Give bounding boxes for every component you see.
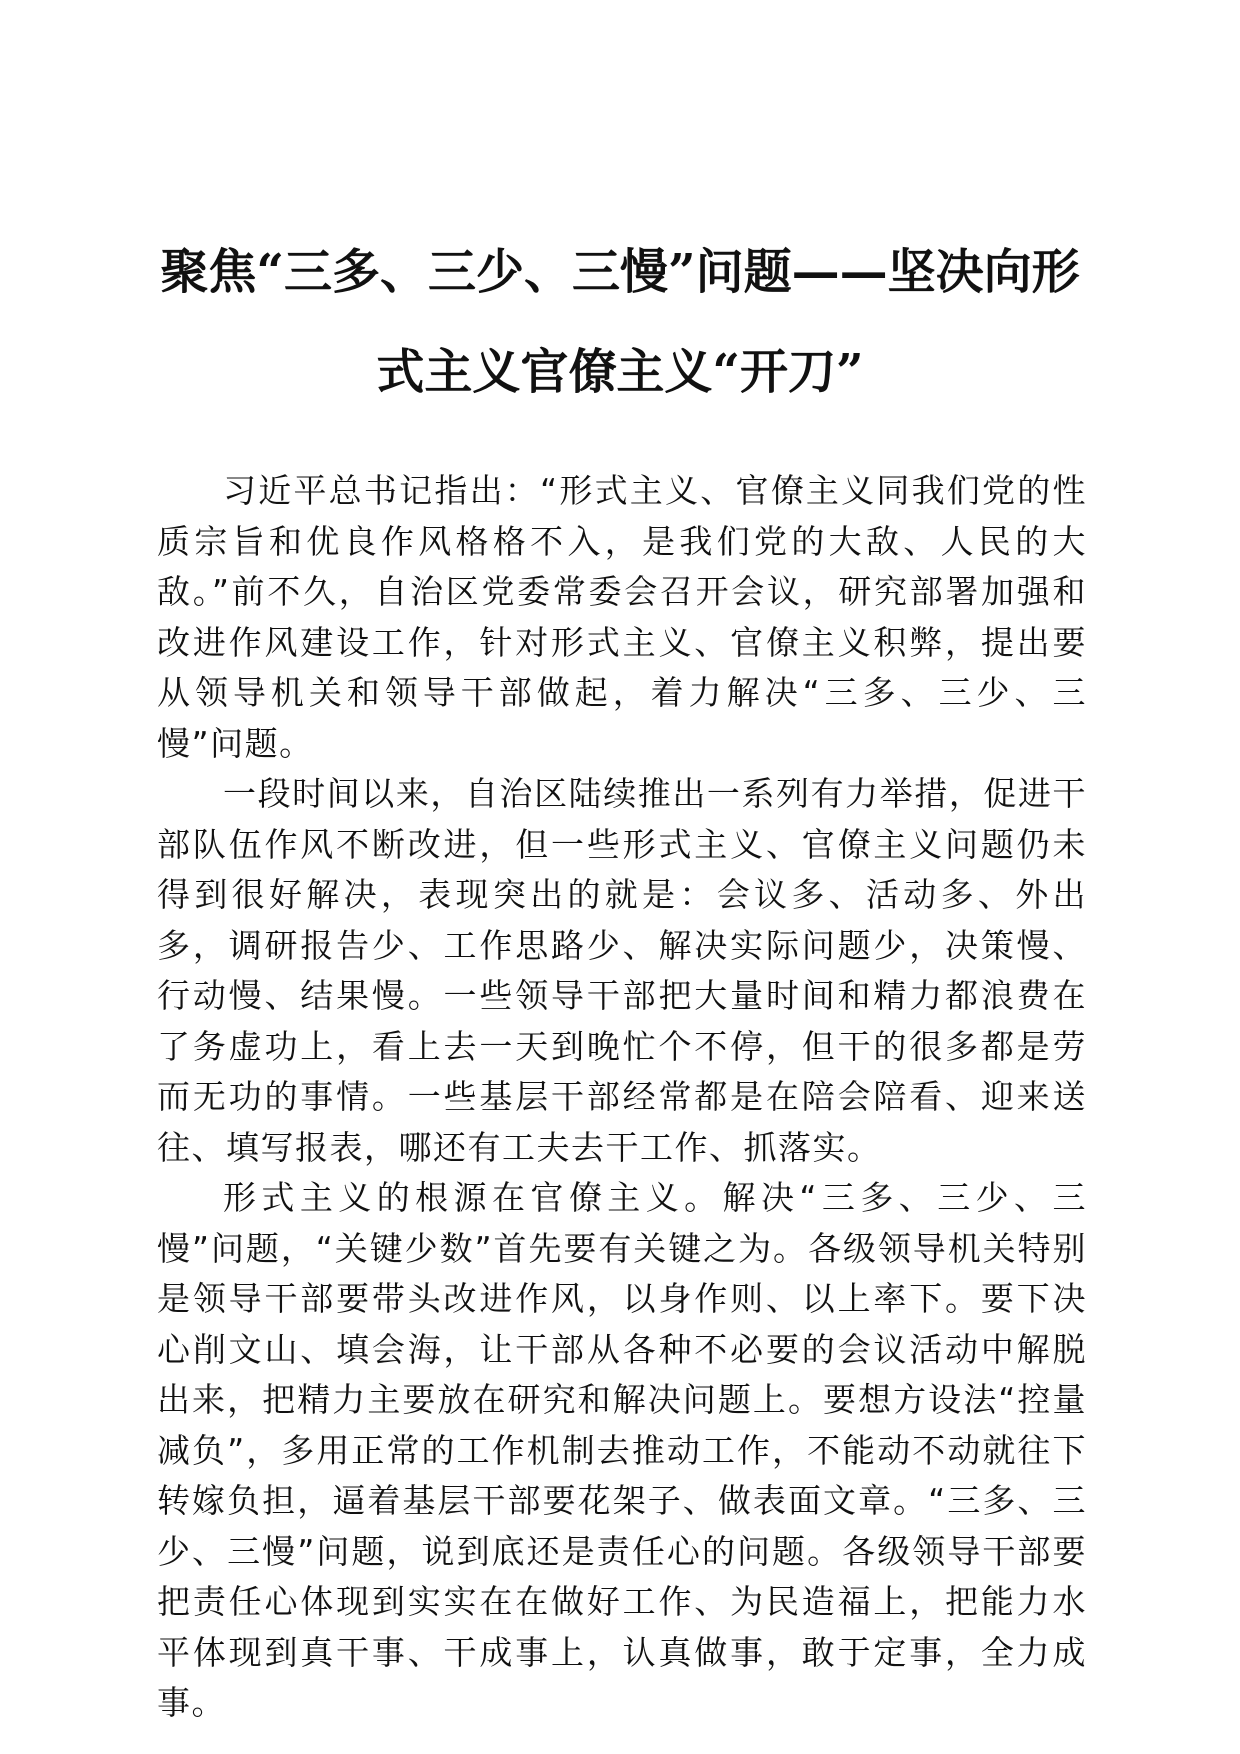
paragraph-2: 一段时间以来，自治区陆续推出一系列有力举措，促进干部队伍作风不断改进，但一些形式主义、官僚主义问题仍未得到很好解决，表现突出的就是：会议多、活动多、外出多，调研报告少、工作思路少、解决实际问题少，决策慢、行动慢、结果慢。一些领导干部把大量时间和精力都浪费在了务虚功上，看上去一天到晚忙个不停，但干的很多都是劳而无功的事情。一些基层干部经常都是在陪会陪看、迎来送往、填写报表，哪还有工夫去干工作、抓落实。 <box>157 774 1087 1167</box>
document-body <box>157 466 1087 1729</box>
title-line-1: 聚焦“三多、三少、三慢”问题——坚决向形 <box>160 244 1080 300</box>
document-title <box>120 222 1120 422</box>
paragraph-1: 习近平总书记指出：“形式主义、官僚主义同我们党的性质宗旨和优良作风格格不入，是我们党的大敌、人民的大敌。”前不久，自治区党委常委会召开会议，研究部署加强和改进作风建设工作，针对形式主义、官僚主义积弊，提出要从领导机关和领导干部做起，着力解决“三多、三少、三慢”问题。 <box>157 471 1087 763</box>
title-line-2: 式主义官僚主义“开刀” <box>376 344 864 400</box>
paragraph-3: 形式主义的根源在官僚主义。解决“三多、三少、三慢”问题，“关键少数”首先要有关键之为。各级领导机关特别是领导干部要带头改进作风，以身作则、以上率下。要下决心削文山、填会海，让干部从各种不必要的会议活动中解脱出来，把精力主要放在研究和解决问题上。要想方设法“控量减负”，多用正常的工作机制去推动工作，不能动不动就往下转嫁负担，逼着基层干部要花架子、做表面文章。“三多、三少、三慢”问题，说到底还是责任心的问题。各级领导干部要把责任心体现到实实在在做好工作、为民造福上，把能力水平体现到真干事、干成事上，认真做事，敢于定事，全力成事。 <box>157 1178 1087 1722</box>
